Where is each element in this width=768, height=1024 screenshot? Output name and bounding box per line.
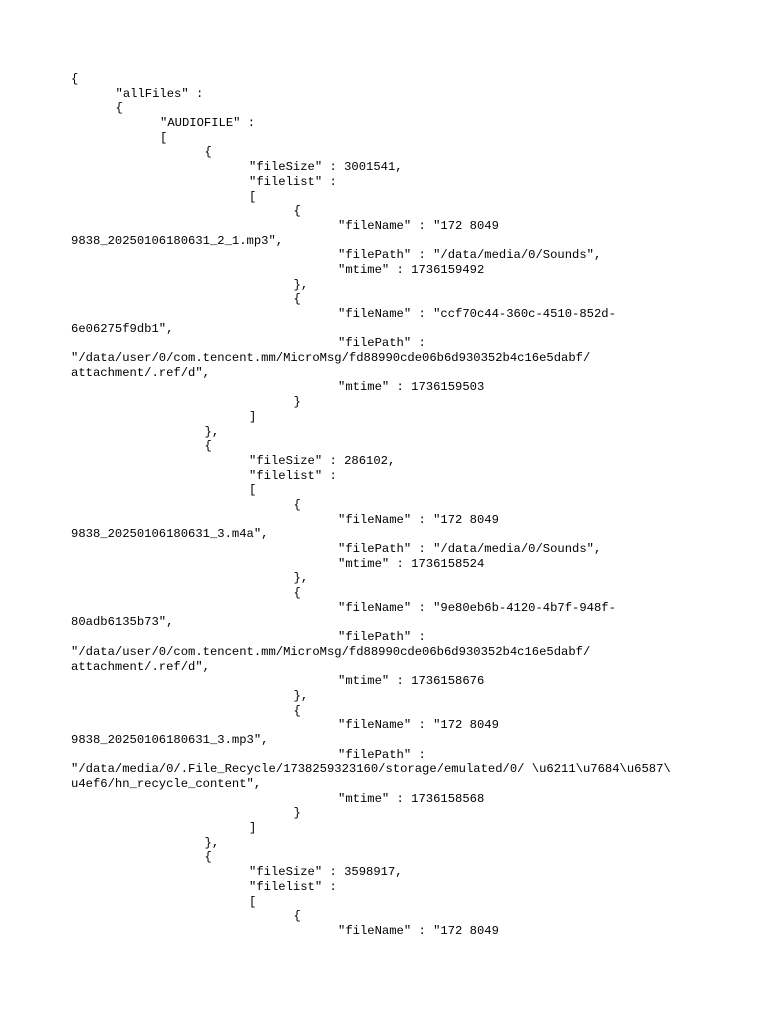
document-line: "fileSize" : 3598917, <box>249 865 403 880</box>
document-line: 80adb6135b73", <box>71 615 174 630</box>
document-line: "fileName" : "9e80eb6b-4120-4b7f-948f- <box>338 600 616 615</box>
document-line: u4ef6/hn_recycle_content", <box>71 777 262 791</box>
document-line: "filePath" : <box>338 630 426 645</box>
document-line: "/data/user/0/com.tencent.mm/MicroMsg/fd88990cde06b6d930352b4c16e5dabf/ <box>71 351 591 366</box>
document-line: ] <box>249 821 257 836</box>
document-line: "/data/media/0/.File_Recycle/1738259323160/storage/emulated/0/ \u6211\u7684\u6587\ <box>71 762 671 777</box>
document-line: "filePath" : <box>338 336 426 351</box>
document-line: { <box>293 204 301 219</box>
document-line: "filelist" : <box>249 468 337 483</box>
document-line: { <box>115 101 123 116</box>
document-line: 6e06275f9db1", <box>71 321 174 336</box>
document-line: "AUDIOFILE" : <box>160 116 256 131</box>
document-line: 9838_20250106180631_2_1.mp3", <box>71 233 284 248</box>
document-line: }, <box>204 835 220 850</box>
document-line: "filePath" : "/data/media/0/Sounds", <box>338 248 602 263</box>
document-line: 9838_20250106180631_3.m4a", <box>71 527 269 542</box>
document-line: }, <box>293 571 309 586</box>
document-line: { <box>71 72 79 86</box>
document-line: { <box>204 439 212 454</box>
document-line: }, <box>293 688 309 703</box>
document-line: "mtime" : 1736159503 <box>338 380 485 395</box>
document-line: { <box>293 909 301 924</box>
document-line: { <box>293 292 301 307</box>
document-line: "fileName" : "172 8049 <box>338 718 499 733</box>
document-line: "fileName" : "172 8049 <box>338 218 499 233</box>
document-line: attachment/.ref/d", <box>71 365 210 380</box>
document-line: "mtime" : 1736159492 <box>338 262 485 277</box>
document-line: [ <box>249 483 257 498</box>
document-line: "filePath" : "/data/media/0/Sounds", <box>338 542 602 556</box>
document-line: } <box>293 806 301 821</box>
document-line: "filelist" : <box>249 879 337 894</box>
document-line: { <box>204 850 212 865</box>
document-line: [ <box>249 894 257 909</box>
document-line: "mtime" : 1736158524 <box>338 556 485 571</box>
document-line: }, <box>204 424 220 439</box>
document-line: attachment/.ref/d", <box>71 659 210 674</box>
document-line: { <box>204 145 212 160</box>
document-line: ] <box>249 409 257 424</box>
document-line: [ <box>160 130 168 145</box>
document-line: "fileName" : "172 8049 <box>338 512 499 527</box>
json-document <box>71 72 761 939</box>
document-line: [ <box>249 189 257 204</box>
document-line: "mtime" : 1736158676 <box>338 674 485 689</box>
document-line: "filelist" : <box>249 174 337 189</box>
document-line: { <box>293 703 301 718</box>
document-line: { <box>293 586 301 601</box>
document-line: { <box>293 497 301 512</box>
document-line: "/data/user/0/com.tencent.mm/MicroMsg/fd88990cde06b6d930352b4c16e5dabf/ <box>71 644 591 659</box>
document-line: "fileSize" : 3001541, <box>249 160 403 175</box>
document-line: "fileName" : "172 8049 <box>338 923 499 938</box>
document-line: } <box>293 395 301 410</box>
document-line: "fileSize" : 286102, <box>249 453 396 468</box>
document-line: }, <box>293 277 309 292</box>
document-line: 9838_20250106180631_3.mp3", <box>71 732 269 747</box>
document-line: "mtime" : 1736158568 <box>338 791 485 806</box>
document-line: "allFiles" : <box>115 86 204 101</box>
document-line: "fileName" : "ccf70c44-360c-4510-852d- <box>338 307 616 321</box>
document-line: "filePath" : <box>338 747 426 762</box>
